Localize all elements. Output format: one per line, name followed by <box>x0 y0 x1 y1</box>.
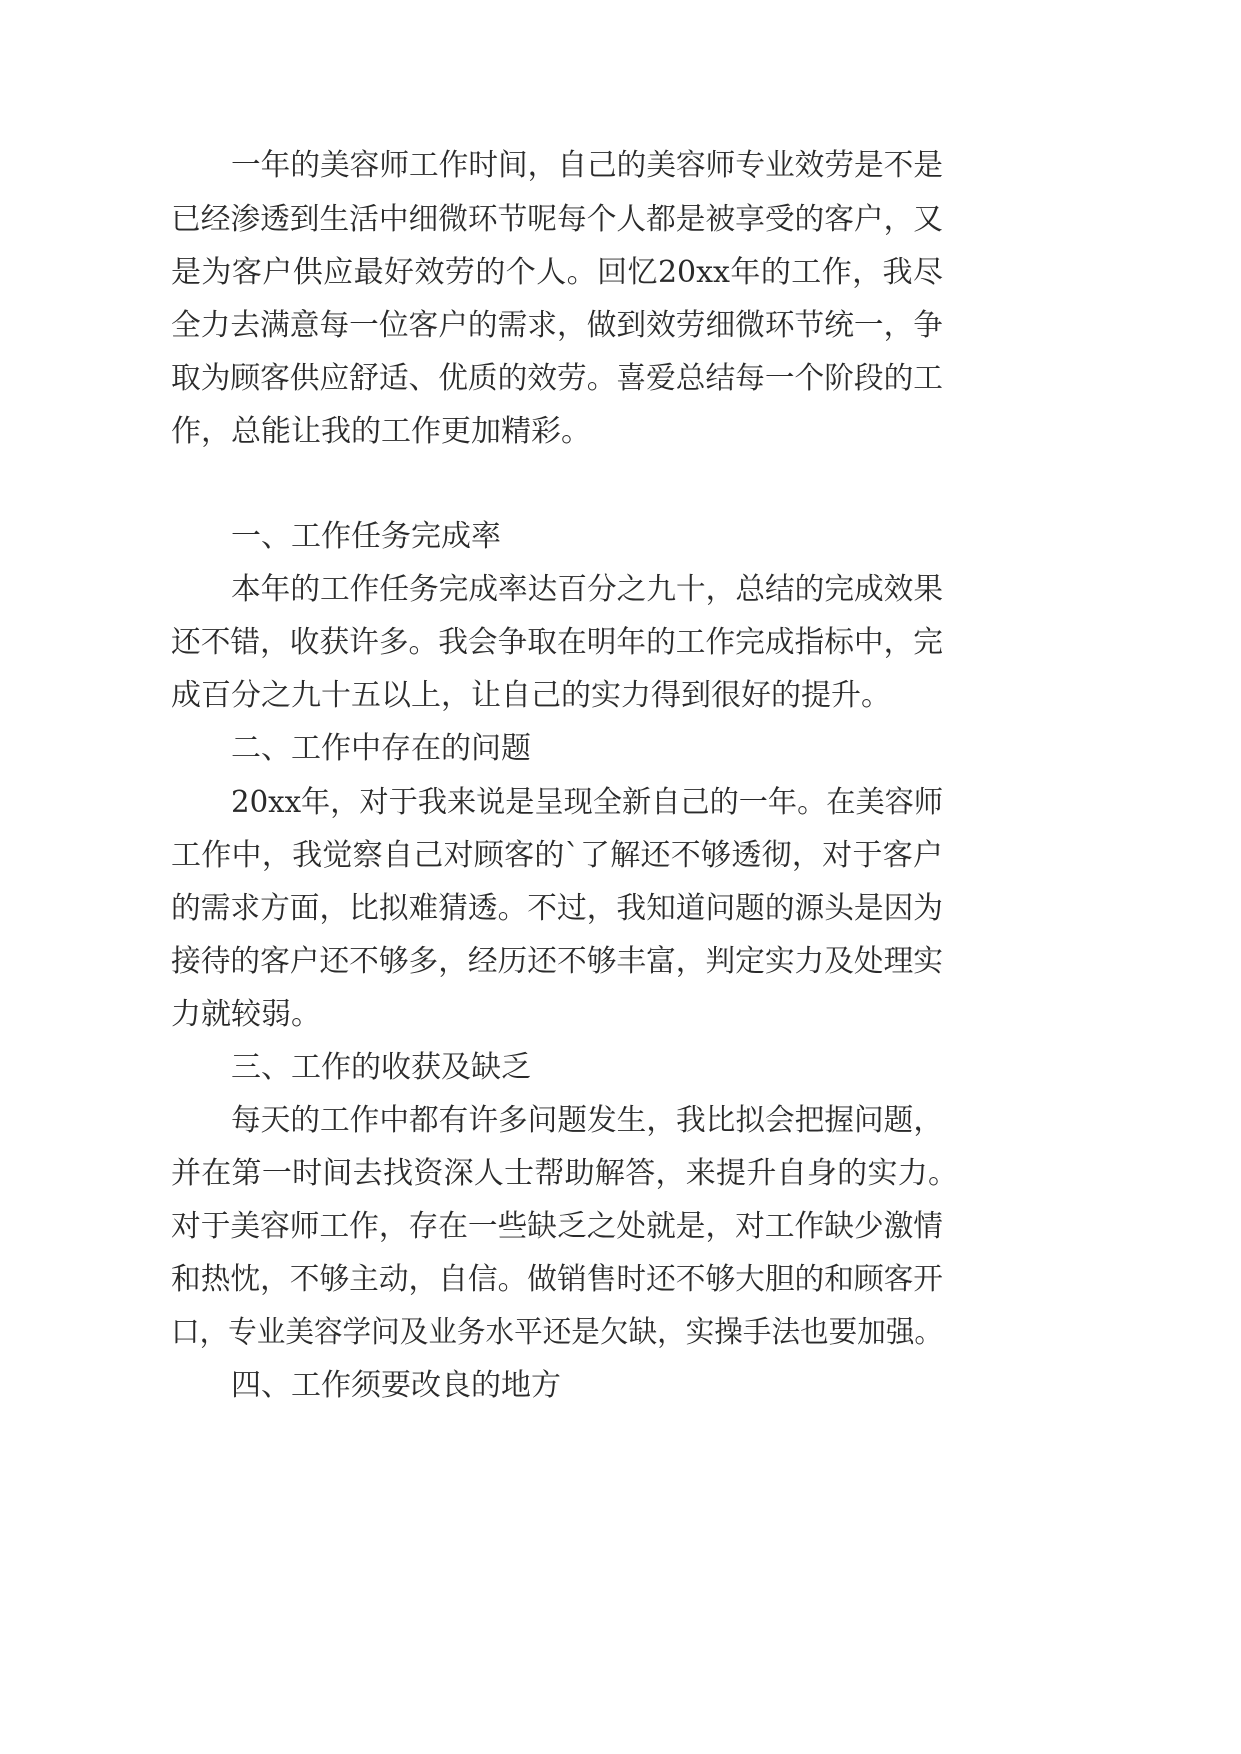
section-1-line-3: 成百分之九十五以上，让自己的实力得到很好的提升。 <box>171 678 891 713</box>
intro-line-3: 是为客户供应最好效劳的个人。回忆20xx年的工作，我尽 <box>171 255 943 290</box>
section-2-line-4: 接待的客户还不够多，经历还不够丰富，判定实力及处理实 <box>171 944 943 979</box>
section-3-heading: 三、工作的收获及缺乏 <box>231 1050 531 1085</box>
section-3-line-5: 口，专业美容学问及业务水平还是欠缺，实操手法也要加强。 <box>171 1315 943 1350</box>
section-3-line-4: 和热忱，不够主动，自信。做销售时还不够大胆的和顾客开 <box>171 1262 943 1297</box>
intro-line-2: 已经渗透到生活中细微环节呢每个人都是被享受的客户，又 <box>171 202 943 237</box>
section-2-heading: 二、工作中存在的问题 <box>231 731 531 766</box>
section-3-line-3: 对于美容师工作，存在一些缺乏之处就是，对工作缺少激情 <box>171 1209 943 1244</box>
intro-line-6: 作，总能让我的工作更加精彩。 <box>171 414 591 449</box>
section-2-line-2: 工作中，我觉察自己对顾客的`了解还不够透彻，对于客户 <box>171 838 943 873</box>
section-1-line-2: 还不错，收获许多。我会争取在明年的工作完成指标中，完 <box>171 625 943 660</box>
section-2-line-5: 力就较弱。 <box>171 997 321 1032</box>
intro-line-5: 取为顾客供应舒适、优质的效劳。喜爱总结每一个阶段的工 <box>171 361 943 396</box>
section-1-heading: 一、工作任务完成率 <box>231 519 501 554</box>
section-3-line-1: 每天的工作中都有许多问题发生，我比拟会把握问题， <box>231 1103 943 1138</box>
section-1-line-1: 本年的工作任务完成率达百分之九十，总结的完成效果 <box>231 572 943 607</box>
intro-line-1: 一年的美容师工作时间，自己的美容师专业效劳是不是 <box>231 148 943 183</box>
section-2-line-1: 20xx年，对于我来说是呈现全新自己的一年。在美容师 <box>231 785 944 820</box>
intro-line-4: 全力去满意每一位客户的需求，做到效劳细微环节统一，争 <box>171 308 943 343</box>
section-3-line-2: 并在第一时间去找资深人士帮助解答，来提升自身的实力。 <box>171 1156 958 1191</box>
section-4-heading: 四、工作须要改良的地方 <box>231 1368 561 1403</box>
section-2-line-3: 的需求方面，比拟难猜透。不过，我知道问题的源头是因为 <box>171 891 943 926</box>
